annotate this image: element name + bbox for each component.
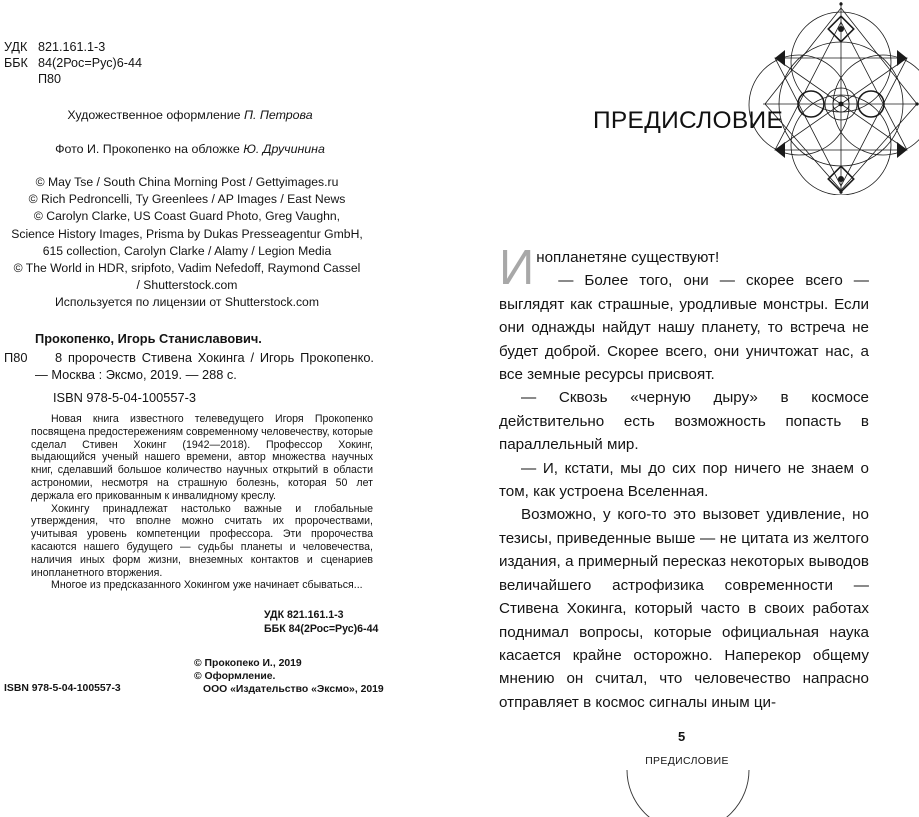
body-paragraph: — Более того, они — скорее всего — выглядят как страшные, уродливые монстры. Если они однажды найдут нашу планету, то встреча не будет доброй. Скорее всего, они уничтожат нас, а все земные ресурсы присвоят. <box>499 272 869 384</box>
image-credits <box>0 174 374 312</box>
photo-name: Ю. Дручинина <box>243 142 325 156</box>
author-heading: Прокопенко, Игорь Станиславович. <box>35 331 262 346</box>
preface-body <box>499 241 869 714</box>
running-title: ПРЕДИСЛОВИЕ <box>645 756 729 767</box>
isbn-bottom: ISBN 978-5-04-100557-3 <box>4 683 121 694</box>
bbk-label: ББК <box>4 56 28 70</box>
credit-line: Используется по лицензии от Shutterstock.com <box>55 295 319 310</box>
copyright-line: © Оформление. <box>194 671 276 682</box>
udk-row <box>4 39 142 55</box>
credit-line: © May Tse / South China Morning Post / Gettyimages.ru <box>35 175 339 189</box>
bibliographic-record <box>4 349 374 383</box>
bbk-small: ББК 84(2Рос=Рус)6-44 <box>264 622 379 635</box>
author-code: П80 <box>38 72 62 86</box>
copyright-block <box>194 657 384 696</box>
right-page-preface <box>459 0 919 817</box>
page-number: 5 <box>678 729 686 744</box>
left-page-imprint <box>0 0 459 817</box>
biblio-code: П80 <box>4 350 28 365</box>
photo-credit <box>0 142 380 156</box>
chapter-title: ПРЕДИСЛОВИЕ <box>593 107 784 134</box>
first-paragraph <box>499 241 869 295</box>
classification-codes <box>4 39 142 87</box>
bbk-value: 84(2Рос=Рус)6-44 <box>38 56 142 70</box>
drop-cap: И <box>499 241 535 295</box>
sacred-geometry-ornament <box>739 0 919 195</box>
bbk-row <box>4 55 142 71</box>
credit-line: Science History Images, Prisma by Dukas Presseagentur GmbH, <box>11 226 363 241</box>
body-paragraph: Возможно, у кого-то это вызовет удивление, но тезисы, приведенные выше — не цитата из желтого издания, а примерный пересказ некоторых выводов величайшего астрофизика современности — Стивена Хокинга, который часто в своих работах поднимал вопросы, которые официальная наука касается крайне осторожно. Наперекор общему мнению он считал, что человечество напрасно отправляет в космос сигналы иным ци- <box>499 506 869 711</box>
first-paragraph-text: нопланетяне существуют! <box>536 249 720 266</box>
artwork-credit <box>0 108 380 122</box>
annotation-paragraph: Многое из предсказанного Хокингом уже начинает сбываться... <box>51 579 363 592</box>
annotation <box>31 413 373 592</box>
credit-line: © Rich Pedroncelli, Ty Greenlees / AP Images / East News <box>28 192 346 207</box>
artwork-name: П. Петрова <box>244 108 313 122</box>
biblio-text: 8 пророчеств Стивена Хокинга / Игорь Прокопенко. — Москва : Эксмо, 2019. — 288 с. <box>35 350 374 382</box>
credit-line: 615 collection, Carolyn Clarke / Alamy / Legion Media <box>42 243 332 258</box>
classification-codes-small <box>264 609 378 636</box>
decorative-arc <box>625 770 751 817</box>
copyright-line: ООО «Издательство «Эксмо», 2019 <box>203 684 384 695</box>
credit-line: © The World in HDR, sripfoto, Vadim Nefedoff, Raymond Cassel <box>13 261 361 276</box>
artwork-prefix: Художественное оформление <box>67 108 244 122</box>
udk-value: 821.161.1-3 <box>38 40 106 54</box>
annotation-paragraph: Хокингу принадлежат настолько важные и глобальные утверждения, что вполне можно считать их пророчествами, учитывая уровень компетенции профессора. Эти пророчества касаются нашего будущего — судьбы планеты и человечества, наличия иных форм жизни, внеземных контактов и сценариев инопланетного вторжения. <box>31 502 373 579</box>
isbn: ISBN 978-5-04-100557-3 <box>53 390 196 405</box>
credit-line: © Carolyn Clarke, US Coast Guard Photo, Greg Vaughn, <box>33 209 341 224</box>
photo-prefix: Фото И. Прокопенко на обложке <box>55 142 244 156</box>
udk-label: УДК <box>4 40 28 54</box>
body-paragraph: — Сквозь «черную дыру» в космосе действительно есть возможность попасть в параллельный мир. <box>499 389 869 454</box>
body-paragraph: — И, кстати, мы до сих пор ничего не знаем о том, как устроена Вселенная. <box>499 459 869 501</box>
udk-small: УДК 821.161.1-3 <box>264 609 344 621</box>
annotation-paragraph: Новая книга известного телеведущего Игоря Прокопенко посвящена предостережениям современному человечеству, которые сделал Стивен Хокинг (1942—2018). Профессор Хокинг, выдающийся ученый нашего времени, автор множества научных книг, сделавший большое количество научных открытий в области астрономии, несмотря на страшную болезнь, которая 50 лет держала его прикованным к инвалидному креслу. <box>31 413 373 502</box>
copyright-line: © Прокопеко И., 2019 <box>194 658 302 669</box>
credit-line: / Shutterstock.com <box>136 278 238 293</box>
